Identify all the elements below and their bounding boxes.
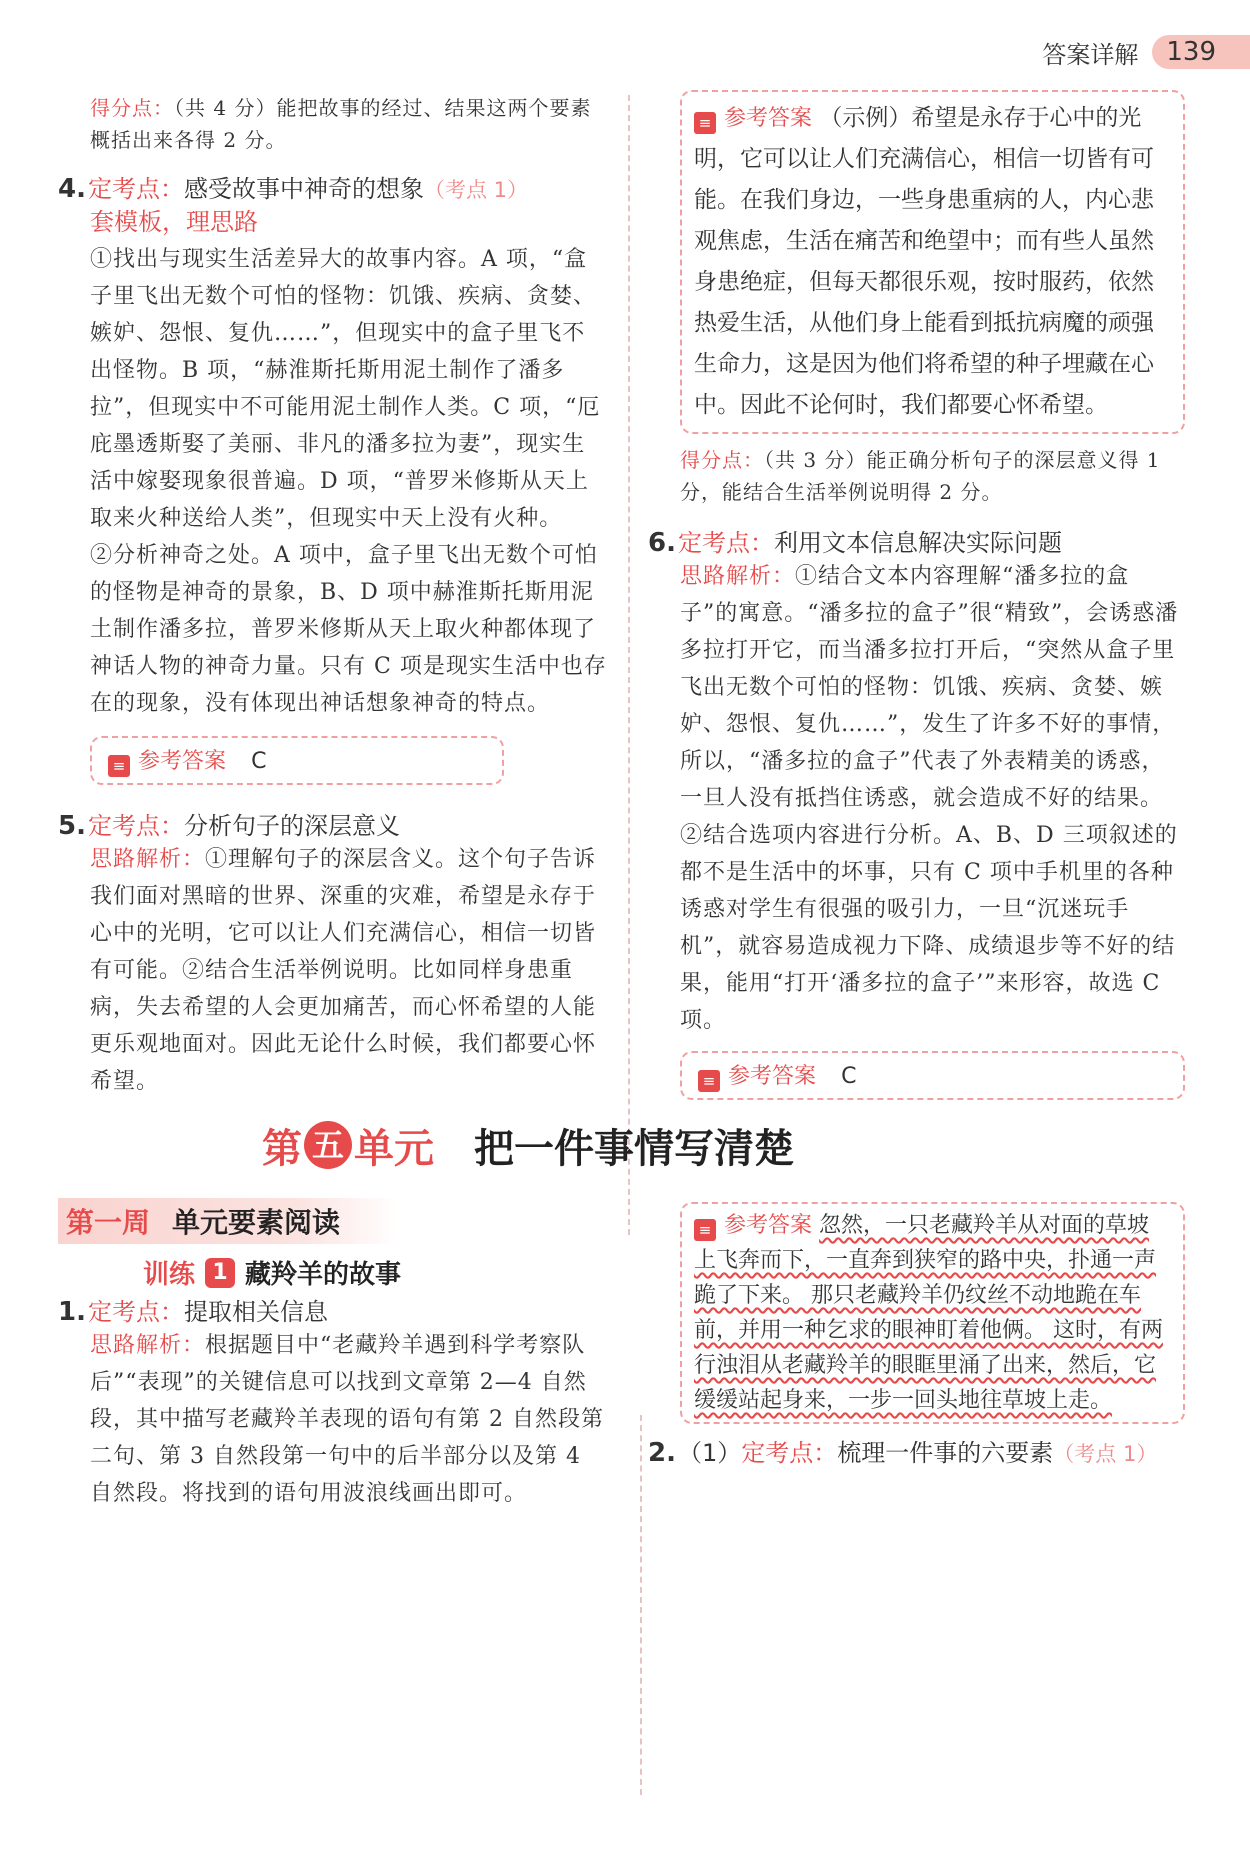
answer-text: C [251, 749, 267, 774]
kd-text: 利用文本信息解决实际问题 [774, 529, 1062, 557]
q4-number: 4. [58, 174, 86, 204]
q6-analysis [680, 558, 1185, 1039]
score-text: （共 3 分）能正确分析句子的深层意义得 1 分，能结合生活举例说明得 2 分。 [680, 448, 1161, 504]
analysis-text: 根据题目中“老藏羚羊遇到科学考察队后”“表现”的关键信息可以找到文章第 2—4 自然段，其中描写老藏羚羊表现的语句有第 2 自然段第二句、第 3 自然段第一句中的后半部分以及第 4 自然段。将找到的语句用波浪线画出即可。 [90, 1333, 604, 1506]
left-column [58, 92, 608, 1100]
kd-tag: （考点 1） [424, 178, 529, 202]
q2-number: 2. [648, 1438, 676, 1468]
answer-icon: ≡ [108, 755, 130, 777]
answer-text: C [841, 1064, 857, 1089]
answer-icon: ≡ [698, 1070, 720, 1092]
answer-icon: ≡ [694, 112, 716, 134]
q4-answer-box [90, 736, 504, 785]
q4-header [58, 174, 608, 205]
q6-header [648, 528, 1185, 558]
column-divider-bottom [640, 1415, 642, 1795]
q1-header [58, 1297, 608, 1327]
method-label: 套模板，理思路 [90, 208, 258, 236]
unit-prefix: 第 [262, 1125, 302, 1172]
kd-text: 提取相关信息 [184, 1298, 328, 1326]
score-note-5 [680, 444, 1185, 508]
q2-header [648, 1438, 1185, 1469]
unit-title [262, 1115, 794, 1175]
answer-text: （示例）希望是永存于心中的光明，它可以让人们充满信心，相信一切皆有可能。在我们身边，一些身患重病的人，内心悲观焦虑，生活在痛苦和绝望中；而有些人虽然身患绝症，但每天都很乐观，按时服药，依然热爱生活，从他们身上能看到抵抗病魔的顽强生命力，这是因为他们将希望的种子埋藏在心中。因此不论何时，我们都要心怀希望。 [694, 105, 1154, 418]
training-number: 1 [205, 1258, 235, 1288]
unit-suffix: 单元 [354, 1125, 434, 1172]
kd-label: 定考点： [88, 175, 184, 203]
q4-paragraph-2: ②分析神奇之处。A 项中，盒子里飞出无数个可怕的怪物是神奇的景象，B、D 项中赫淮斯托斯用泥土制作潘多拉，普罗米修斯从天上取火种都体现了神话人物的神奇力量。只有 C 项是现实生活中也存在的现象，没有体现出神话想象神奇的特点。 [90, 543, 607, 716]
kd-text: 感受故事中神奇的想象 [184, 175, 424, 203]
kd-tag: （考点 1） [1053, 1442, 1158, 1466]
week-banner [58, 1198, 398, 1244]
question-6 [648, 528, 1185, 1100]
week-title: 单元要素阅读 [172, 1206, 341, 1239]
kd-label: 定考点： [741, 1439, 838, 1467]
answer-label: 参考答案 [724, 106, 813, 131]
analysis-text: ①结合文本内容理解“潘多拉的盒子”的寓意。“潘多拉的盒子”很“精致”，会诱惑潘多拉打开它，而当潘多拉打开后，“突然从盒子里飞出无数个可怕的怪物：饥饿、疾病、贪婪、嫉妒、怨恨、复仇……”，发生了许多不好的事情，所以，“潘多拉的盒子”代表了外表精美的诱惑，一旦人没有抵挡住诱惑，就会造成不好的结果。②结合选项内容进行分析。A、B、D 三项叙述的都不是生活中的坏事，只有 C 项中手机里的各种诱惑对学生有很强的吸引力，一旦“沉迷玩手机”，就容易造成视力下降、成绩退步等不好的结果，能用“打开‘潘多拉的盒子’”来形容，故选 C 项。 [680, 564, 1179, 1033]
analysis-text: ①理解句子的深层含义。这个句子告诉我们面对黑暗的世界、深重的灾难，希望是永存于心中的光明，它可以让人们充满信心，相信一切皆有可能。②结合生活举例说明。比如同样身患重病，失去希望的人会更加痛苦，而心怀希望的人能更乐观地面对。因此无论什么时候，我们都要心怀希望。 [90, 847, 597, 1094]
kd-text: 分析句子的深层意义 [184, 812, 400, 840]
answer-icon: ≡ [694, 1219, 716, 1241]
bottom-right-column [648, 1202, 1185, 1469]
kd-label: 定考点： [88, 1298, 184, 1326]
q2-sub: （1） [678, 1439, 742, 1467]
answer-label: 参考答案 [724, 1213, 813, 1238]
training-label: 训练 [143, 1260, 196, 1290]
unit-heading: 把一件事情写清楚 [474, 1125, 794, 1172]
kd-label: 定考点： [678, 529, 774, 557]
answer-label: 参考答案 [138, 749, 227, 774]
bottom-left-column [58, 1297, 608, 1512]
question-5 [58, 811, 608, 1100]
page-header [1042, 30, 1250, 74]
score-label: 得分点： [680, 448, 764, 472]
score-text: （共 4 分）能把故事的经过、结果这两个要素概括出来各得 2 分。 [90, 96, 592, 152]
q1-analysis [90, 1327, 608, 1512]
week-label: 第一周 [66, 1206, 151, 1239]
column-divider [628, 95, 630, 1235]
answer-label: 参考答案 [728, 1064, 817, 1089]
q5-answer [694, 98, 1171, 426]
page-number: 139 [1152, 35, 1250, 69]
training-heading [143, 1254, 401, 1291]
analysis-label: 思路解析： [90, 847, 206, 872]
section-title: 答案详解 [1042, 40, 1139, 69]
unit-number: 五 [304, 1121, 352, 1169]
analysis-label: 思路解析： [680, 564, 796, 589]
right-column [648, 90, 1185, 1100]
score-label: 得分点： [90, 96, 174, 120]
q1-number: 1. [58, 1297, 86, 1327]
q4-paragraph-1: ①找出与现实生活差异大的故事内容。A 项，“盒子里飞出无数个可怕的怪物：饥饿、疾病、贪婪、嫉妒、怨恨、复仇……”，但现实中的盒子里飞不出怪物。B 项，“赫淮斯托斯用泥土制作了潘多拉”，但现实中不可能用泥土制作人类。C 项，“厄庇墨透斯娶了美丽、非凡的潘多拉为妻”，现实生活中嫁娶现象很普遍。D 项，“普罗米修斯从天上取来火种送给人类”，但现实中天上没有火种。 [90, 247, 601, 531]
q6-answer-box [680, 1051, 1185, 1100]
answer-text: 忽然，一只老藏羚羊从对面的草坡上飞奔而下，一直奔到狭窄的路中央，扑通一声跪了下来。 那只老藏羚羊仍纹丝不动地跪在车前，并用一种乞求的眼神盯着他俩。 这时，有两行浊泪从老藏羚羊的眼眶里涌了出来，然后，它缓缓站起身来，一步一回头地往草坡上走。 [694, 1213, 1163, 1413]
q5-answer-box [680, 90, 1185, 434]
question-4 [58, 174, 608, 785]
q1-answer [694, 1208, 1171, 1418]
training-title: 藏羚羊的故事 [245, 1260, 402, 1290]
analysis-label: 思路解析： [90, 1333, 206, 1358]
q1-answer-box [680, 1202, 1185, 1424]
kd-label: 定考点： [88, 812, 184, 840]
score-note-3 [90, 92, 608, 156]
kd-text: 梳理一件事的六要素 [837, 1439, 1054, 1467]
q6-number: 6. [648, 528, 676, 558]
q5-header [58, 811, 608, 841]
q5-number: 5. [58, 811, 86, 841]
q5-analysis [90, 841, 608, 1100]
